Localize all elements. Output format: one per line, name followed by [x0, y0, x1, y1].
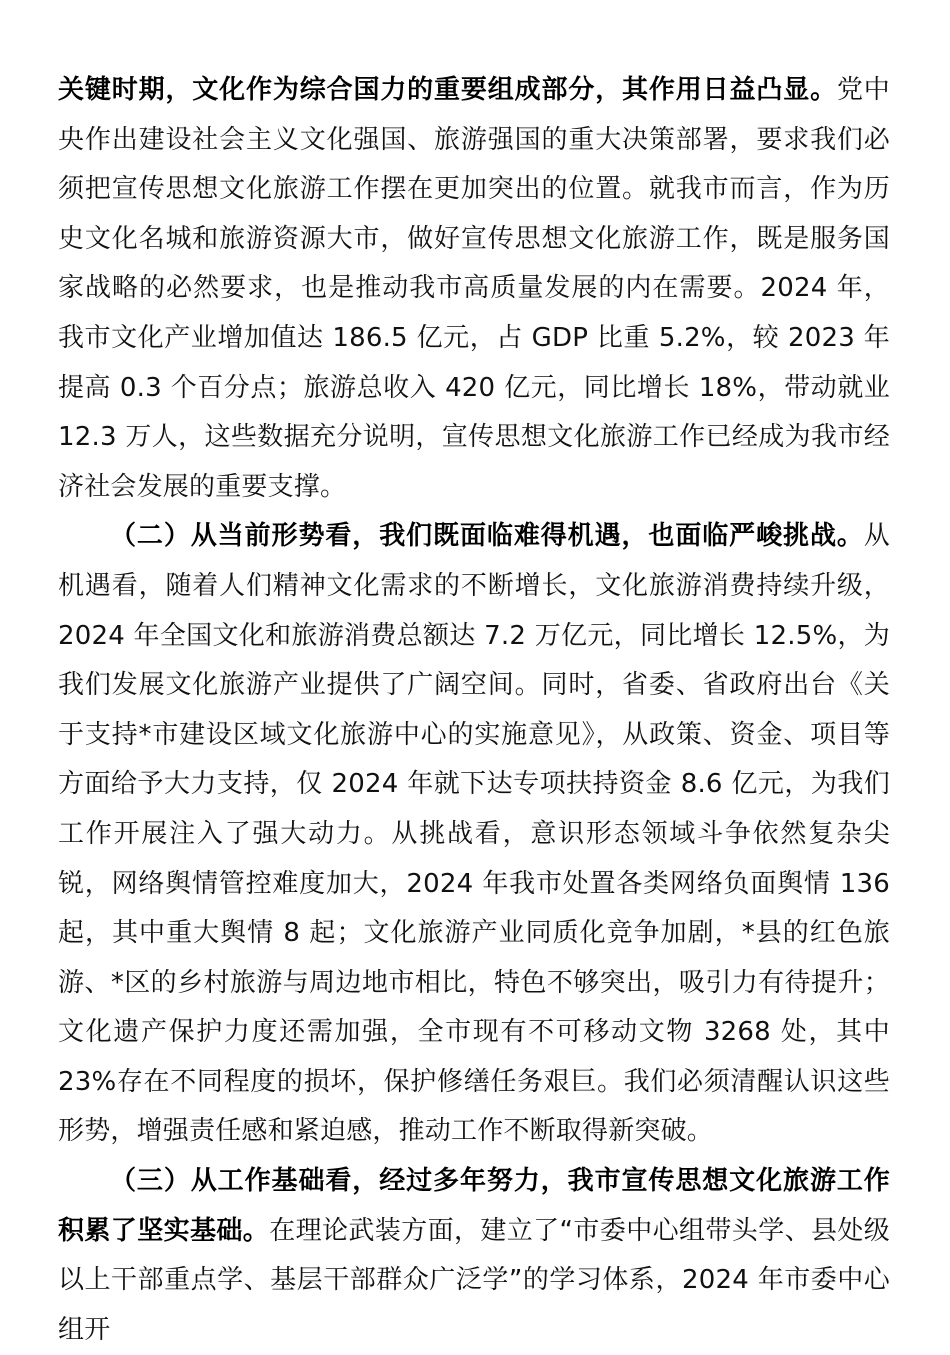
paragraph-3: [58, 1157, 890, 1355]
paragraph-1-body: 党中央作出建设社会主义文化强国、旅游强国的重大决策部署，要求我们必须把宣传思想文化旅游工作摆在更加突出的位置。就我市而言，作为历史文化名城和旅游资源大市，做好宣传思想文化旅游工作，既是服务国家战略的必然要求，也是推动我市高质量发展的内在需要。2024 年，我市文化产业增加值达 186.5 亿元，占 GDP 比重 5.2%，较 2023 年提高 0.3 个百分点；旅游总收入 420 亿元，同比增长 18%，带动就业 12.3 万人，这些数据充分说明，宣传思想文化旅游工作已经成为我市经济社会发展的重要支撑。: [58, 75, 890, 502]
document-page: [58, 66, 890, 1355]
paragraph-2: [58, 512, 890, 1157]
paragraph-2-body: 从机遇看，随着人们精神文化需求的不断增长，文化旅游消费持续升级，2024 年全国文化和旅游消费总额达 7.2 万亿元，同比增长 12.5%，为我们发展文化旅游产业提供了广阔空间。同时，省委、省政府出台《关于支持*市建设区域文化旅游中心的实施意见》，从政策、资金、项目等方面给予大力支持，仅 2024 年就下达专项扶持资金 8.6 亿元，为我们工作开展注入了强大动力。从挑战看，意识形态领域斗争依然复杂尖锐，网络舆情管控难度加大，2024 年我市处置各类网络负面舆情 136 起，其中重大舆情 8 起；文化旅游产业同质化竞争加剧，*县的红色旅游、*区的乡村旅游与周边地市相比，特色不够突出，吸引力有待提升；文化遗产保护力度还需加强，全市现有不可移动文物 3268 处，其中 23%存在不同程度的损坏，保护修缮任务艰巨。我们必须清醒认识这些形势，增强责任感和紧迫感，推动工作不断取得新突破。: [58, 521, 890, 1147]
paragraph-1: [58, 66, 890, 512]
paragraph-3-bold-lead: （三）从工作基础看，经过多年努力，我市宣传思想文化旅游工作积累了坚实基础。: [58, 1166, 890, 1246]
paragraph-1-bold-lead: 关键时期，文化作为综合国力的重要组成部分，其作用日益凸显。: [58, 75, 837, 105]
paragraph-3-body: 在理论武装方面，建立了“市委中心组带头学、县处级以上干部重点学、基层干部群众广泛学”的学习体系，2024 年市委中心组开: [58, 1215, 890, 1345]
paragraph-2-bold-lead: （二）从当前形势看，我们既面临难得机遇，也面临严峻挑战。: [110, 521, 864, 552]
